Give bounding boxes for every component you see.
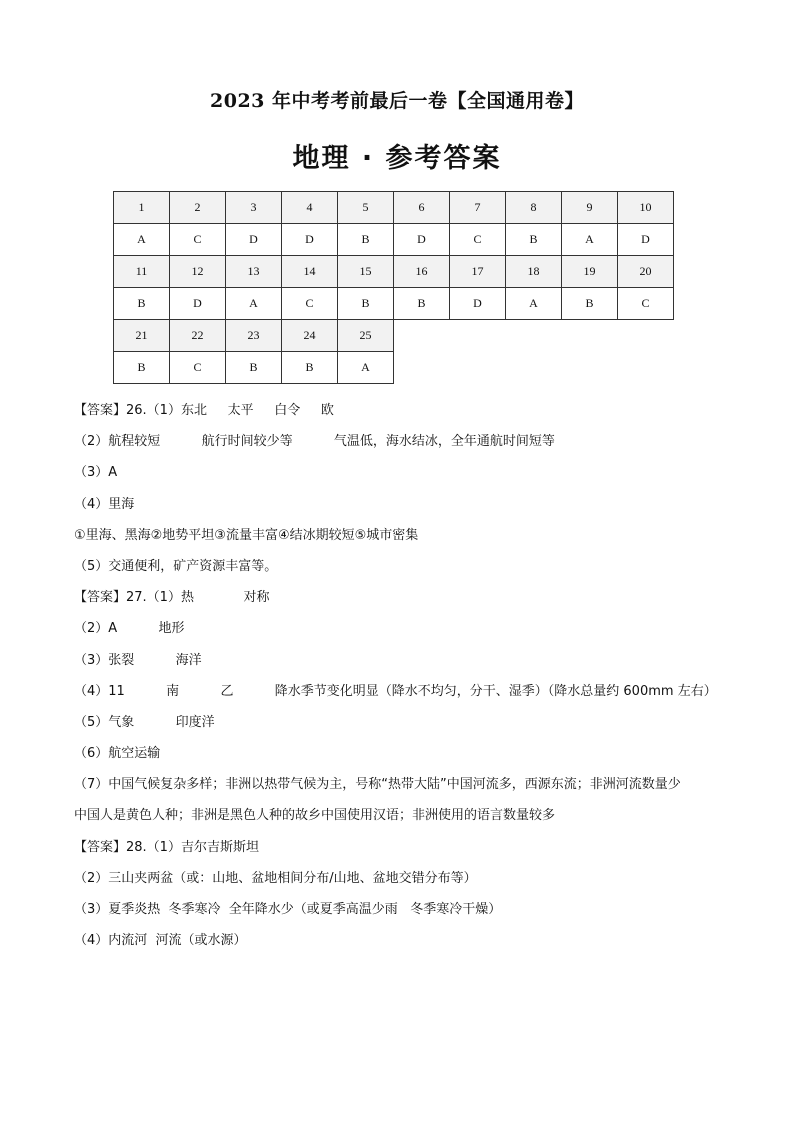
answer-line: （7）中国气候复杂多样；非洲以热带气候为主，号称“热带大陆”中国河流多，西源东流；非洲河流数量少 [74, 777, 681, 793]
empty-cell [618, 352, 674, 384]
question-number-cell: 19 [562, 256, 618, 288]
question-number-row [114, 256, 674, 288]
empty-cell [450, 352, 506, 384]
answer-line: （2）航程较短 航行时间较少等 气温低，海水结冰，全年通航时间短等 [74, 434, 555, 450]
question-number-cell: 16 [394, 256, 450, 288]
question-number-cell: 14 [282, 256, 338, 288]
empty-cell [562, 352, 618, 384]
answer-line: （4）内流河 河流（或水源） [74, 933, 247, 949]
question-number-cell: 8 [506, 192, 562, 224]
answer-line: 【答案】26.（1）东北 太平 白令 欧 [74, 403, 334, 418]
answer-key-cell: A [506, 288, 562, 320]
question-number-cell: 24 [282, 320, 338, 352]
question-number-row [114, 320, 674, 352]
question-number-cell: 11 [114, 256, 170, 288]
answer-line: （4）里海 [74, 496, 135, 512]
answer-key-cell: D [450, 288, 506, 320]
answer-key-cell: C [450, 224, 506, 256]
answer-line: （2）A 地形 [74, 621, 185, 637]
answer-line: （5）交通便利，矿产资源丰富等。 [74, 558, 278, 574]
question-number-cell: 10 [618, 192, 674, 224]
answer-key-cell: A [226, 288, 282, 320]
question-number-cell: 23 [226, 320, 282, 352]
page-title: 2023 年中考考前最后一卷【全国通用卷】 [210, 90, 584, 112]
answer-key-cell: D [282, 224, 338, 256]
question-number-cell: 17 [450, 256, 506, 288]
answer-key-cell: B [114, 352, 170, 384]
answer-line: ①里海、黑海②地势平坦③流量丰富④结冰期较短⑤城市密集 [74, 527, 419, 543]
empty-cell [506, 352, 562, 384]
question-number-row [114, 192, 674, 224]
question-number-cell: 15 [338, 256, 394, 288]
empty-cell [394, 320, 450, 352]
answer-key-cell: A [562, 224, 618, 256]
empty-cell [394, 352, 450, 384]
answer-line: （3）张裂 海洋 [74, 652, 202, 668]
answer-key-cell: B [562, 288, 618, 320]
answer-key-cell: D [394, 224, 450, 256]
answer-line: （5）气象 印度洋 [74, 714, 215, 730]
question-number-cell: 18 [506, 256, 562, 288]
answer-key-cell: C [170, 224, 226, 256]
answer-key-cell: B [114, 288, 170, 320]
question-number-cell: 3 [226, 192, 282, 224]
answer-line: （6）航空运输 [74, 746, 161, 762]
answer-key-cell: D [170, 288, 226, 320]
answer-key-cell: B [394, 288, 450, 320]
question-number-cell: 2 [170, 192, 226, 224]
question-number-cell: 7 [450, 192, 506, 224]
answer-line: （2）三山夹两盆（或：山地、盆地相间分布/山地、盆地交错分布等） [74, 870, 477, 886]
empty-cell [618, 320, 674, 352]
question-number-cell: 21 [114, 320, 170, 352]
answer-key-cell: D [226, 224, 282, 256]
answer-key-row [114, 352, 674, 384]
answer-key-cell: B [282, 352, 338, 384]
answer-key-cell: C [618, 288, 674, 320]
answer-line: 【答案】28.（1）吉尔吉斯斯坦 [74, 839, 259, 855]
answer-text [74, 395, 724, 956]
answer-key-cell: B [338, 288, 394, 320]
question-number-cell: 9 [562, 192, 618, 224]
page-subtitle: 地理 · 参考答案 [292, 143, 502, 174]
answer-key-cell: B [506, 224, 562, 256]
empty-cell [450, 320, 506, 352]
answer-line: 【答案】27.（1）热 对称 [74, 590, 270, 606]
question-number-cell: 20 [618, 256, 674, 288]
answer-key-cell: C [170, 352, 226, 384]
question-number-cell: 6 [394, 192, 450, 224]
question-number-cell: 22 [170, 320, 226, 352]
question-number-cell: 4 [282, 192, 338, 224]
answer-key-row [114, 288, 674, 320]
answer-key-cell: C [282, 288, 338, 320]
answer-key-cell: B [338, 224, 394, 256]
question-number-cell: 5 [338, 192, 394, 224]
answer-line: 中国人是黄色人种；非洲是黑色人种的故乡中国使用汉语；非洲使用的语言数量较多 [74, 808, 556, 824]
answer-line: （4）11 南 乙 降水季节变化明显（降水不均匀，分干、湿季）（降水总量约 600mm 左右） [74, 683, 717, 699]
answer-key-cell: B [226, 352, 282, 384]
answer-table [113, 191, 674, 384]
question-number-cell: 12 [170, 256, 226, 288]
answer-key-cell: D [618, 224, 674, 256]
answer-key-cell: A [114, 224, 170, 256]
question-number-cell: 1 [114, 192, 170, 224]
answer-key-row [114, 224, 674, 256]
empty-cell [506, 320, 562, 352]
question-number-cell: 13 [226, 256, 282, 288]
empty-cell [562, 320, 618, 352]
question-number-cell: 25 [338, 320, 394, 352]
answer-line: （3）夏季炎热 冬季寒冷 全年降水少（或夏季高温少雨 冬季寒冷干燥） [74, 902, 502, 917]
answer-line: （3）A [74, 465, 118, 481]
answer-key-cell: A [338, 352, 394, 384]
